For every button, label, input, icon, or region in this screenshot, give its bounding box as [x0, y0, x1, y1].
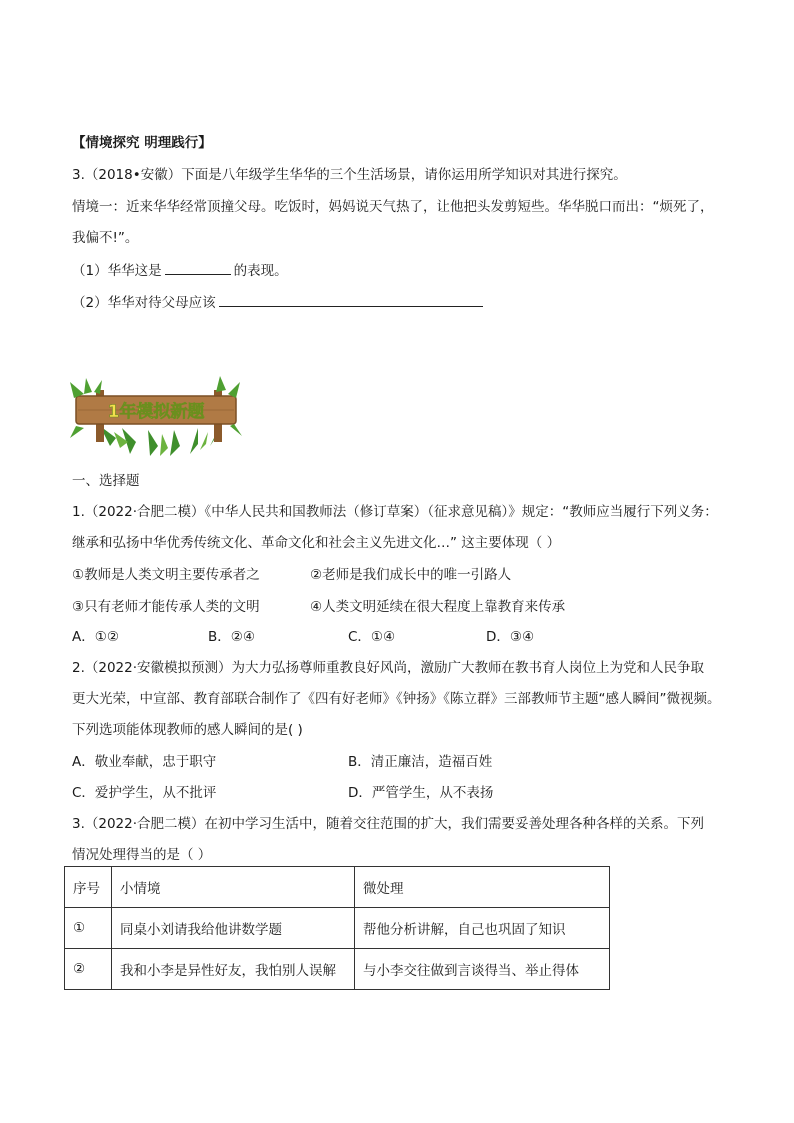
q1-statement-3: ③只有老师才能传承人类的文明 — [72, 599, 260, 615]
q1-statement-1: ①教师是人类文明主要传承者之 — [72, 567, 260, 583]
leaf-icon — [148, 430, 158, 456]
q1-statement-4: ④人类文明延续在很大程度上靠教育来传承 — [310, 599, 566, 615]
q2-option-b[interactable]: B．清正廉洁，造福百姓 — [348, 754, 493, 770]
sub-question-1-prefix: （1）华华这是 — [72, 263, 162, 279]
banner-label: 1年模拟新题 — [107, 402, 205, 422]
table-header-cell: 序号 — [65, 867, 112, 908]
q2-option-c[interactable]: C．爱护学生，从不批评 — [72, 785, 217, 801]
q2-stem-line-3: 下列选项能体现教师的感人瞬间的是( ) — [72, 722, 303, 738]
table-row — [65, 908, 610, 949]
sub-question-1 — [72, 260, 288, 280]
q2-option-a[interactable]: A．敬业奉献，忠于职守 — [72, 754, 217, 770]
q2-stem-line-1: 2.（2022·安徽模拟预测）为大力弘扬尊师重教良好风尚，激励广大教师在教书育人岗位上为党和人民争取 — [72, 660, 705, 676]
q1-option-c[interactable]: C．①④ — [348, 629, 396, 645]
table-cell: 我和小李是异性好友，我怕别人误解 — [112, 949, 355, 990]
table-cell: ① — [65, 908, 112, 949]
situation-table — [64, 866, 610, 990]
q3-stem-line-1: 3.（2022·合肥二模）在初中学习生活中，随着交往范围的扩大，我们需要妥善处理各种各样的关系。下列 — [72, 816, 705, 832]
q2-stem-line-2: 更大光荣，中宣部、教育部联合制作了《四有好老师》《钟扬》《陈立群》三部教师节主题“感人瞬间”微视频。 — [72, 691, 721, 707]
section-heading: 【情境探究 明理践行】 — [72, 135, 212, 151]
q2-option-d[interactable]: D．严管学生，从不表扬 — [348, 785, 494, 801]
sub-question-1-suffix: 的表现。 — [233, 263, 288, 279]
table-cell: ② — [65, 949, 112, 990]
q1-statement-2: ②老师是我们成长中的唯一引路人 — [310, 567, 512, 583]
table-header-cell: 小情境 — [112, 867, 355, 908]
sub-question-2-prefix: （2）华华对待父母应该 — [72, 295, 216, 311]
scene-1-line-1: 情境一：近来华华经常顶撞父母。吃饭时，妈妈说天气热了，让他把头发剪短些。华华脱口而出：“烦死了， — [72, 199, 714, 215]
q1-option-d[interactable]: D．③④ — [486, 629, 535, 645]
table-row — [65, 949, 610, 990]
table-cell: 与小李交往做到言谈得当、举止得体 — [355, 949, 610, 990]
leaf-icon — [190, 428, 198, 454]
q3-stem-line-2: 情况处理得当的是（ ） — [72, 847, 212, 863]
section-banner-image — [70, 376, 242, 458]
table-cell: 帮他分析讲解，自己也巩固了知识 — [355, 908, 610, 949]
q1-option-b[interactable]: B．②④ — [208, 629, 255, 645]
answer-blank-2[interactable] — [219, 292, 483, 307]
mc-heading: 一、选择题 — [72, 473, 140, 489]
table-header-row — [65, 867, 610, 908]
q1-option-a[interactable]: A．①② — [72, 629, 119, 645]
sub-question-2 — [72, 292, 486, 312]
scene-1-line-2: 我偏不!”。 — [72, 230, 139, 246]
table-cell: 同桌小刘请我给他讲数学题 — [112, 908, 355, 949]
leaf-icon — [170, 430, 180, 456]
answer-blank-1[interactable] — [165, 260, 231, 275]
question-3-intro: 3.（2018•安徽）下面是八年级学生华华的三个生活场景，请你运用所学知识对其进行探究。 — [72, 167, 627, 183]
q1-stem-line-2: 继承和弘扬中华优秀传统文化、革命文化和社会主义先进文化…” 这主要体现（ ） — [72, 535, 561, 551]
table-header-cell: 微处理 — [355, 867, 610, 908]
q1-stem-line-1: 1.（2022·合肥二模）《中华人民共和国教师法（修订草案）（征求意见稿）》规定：“教师应当履行下列义务： — [72, 504, 718, 520]
